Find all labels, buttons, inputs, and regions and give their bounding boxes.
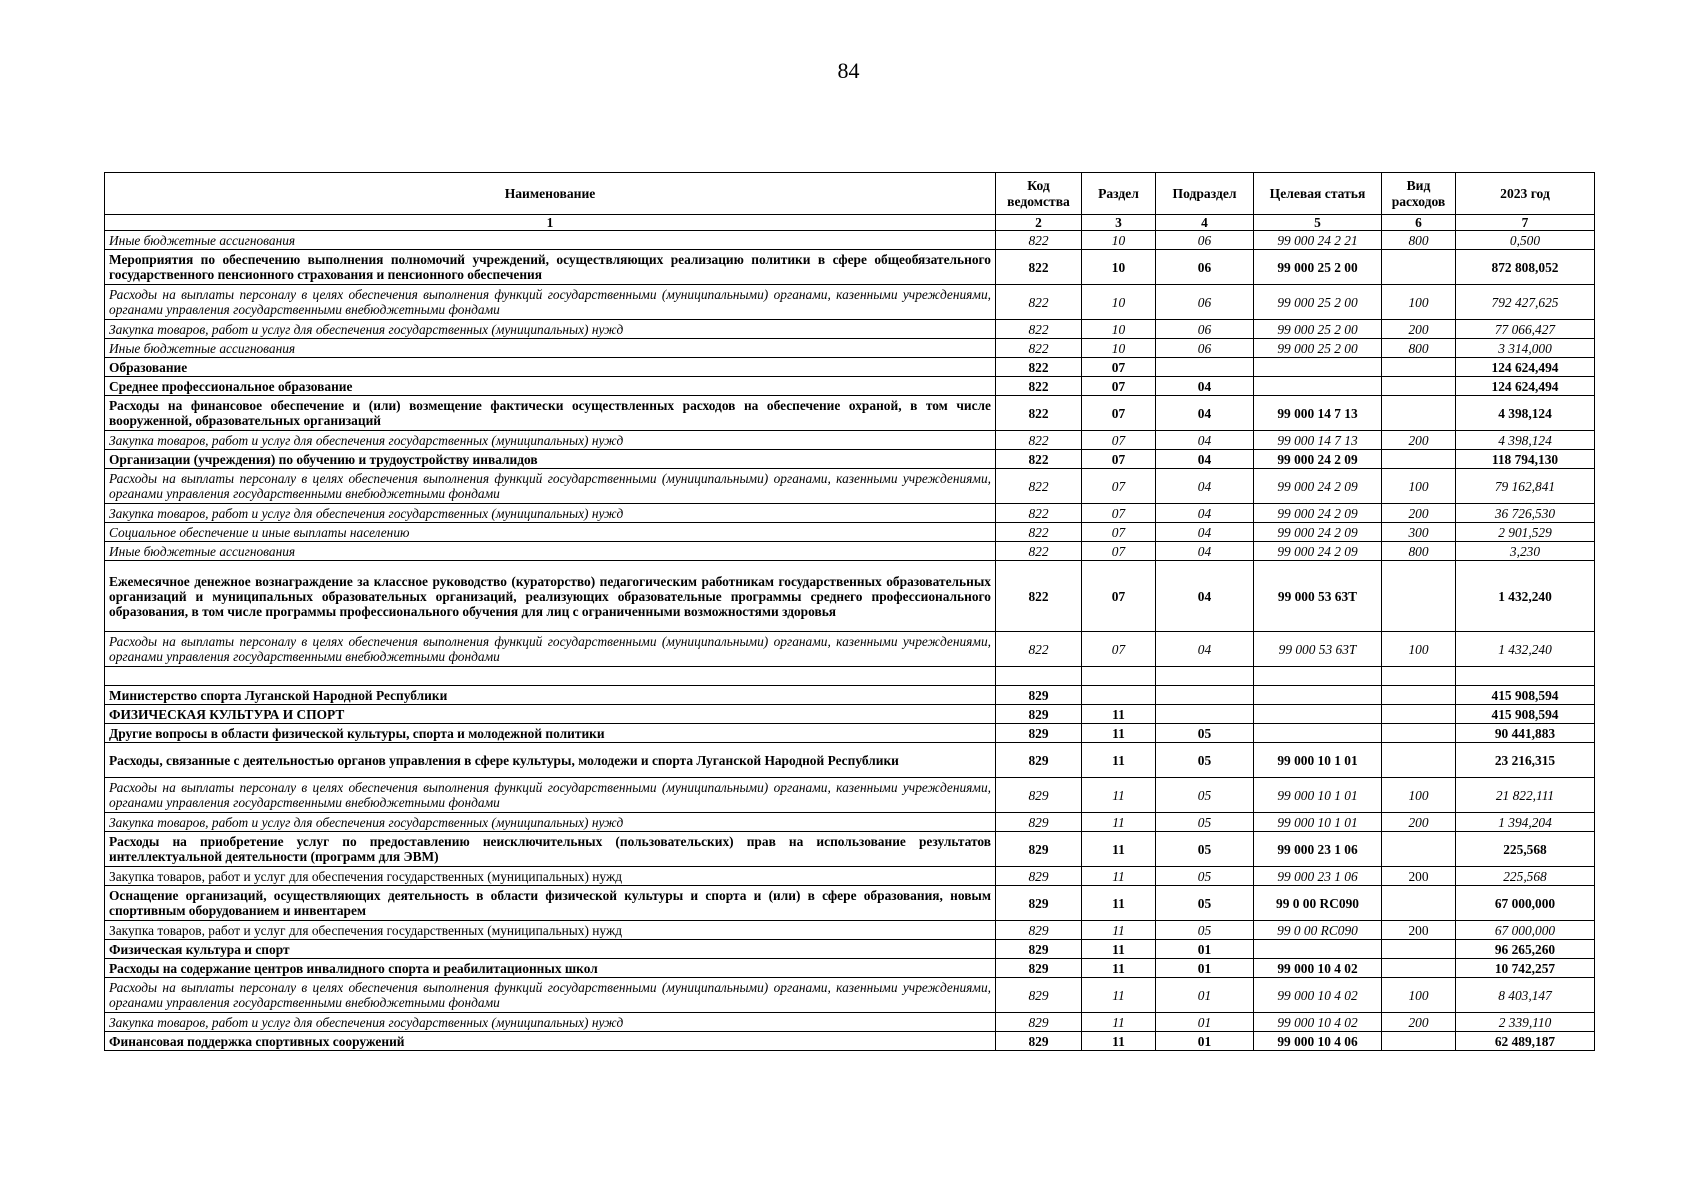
row-section: 10: [1082, 285, 1156, 320]
row-code: 822: [996, 250, 1082, 285]
row-section: 11: [1082, 743, 1156, 778]
row-code: 829: [996, 743, 1082, 778]
row-section: 11: [1082, 724, 1156, 743]
row-code: 822: [996, 504, 1082, 523]
row-name: ФИЗИЧЕСКАЯ КУЛЬТУРА И СПОРТ: [105, 705, 996, 724]
table-row: [105, 431, 1595, 450]
table-row: [105, 523, 1595, 542]
row-section: [1082, 686, 1156, 705]
row-name: Расходы на выплаты персоналу в целях обеспечения выполнения функций государственными (муниципальными) органами, казенными учреждениями, органами управления государственными внебюджетными фондами: [105, 632, 996, 667]
row-target: 99 000 25 2 00: [1254, 339, 1382, 358]
row-subsection: 04: [1156, 632, 1254, 667]
row-section: 07: [1082, 450, 1156, 469]
row-section: 07: [1082, 561, 1156, 632]
row-section: 07: [1082, 377, 1156, 396]
row-kind: 100: [1382, 285, 1456, 320]
row-amount: 124 624,494: [1456, 358, 1595, 377]
row-kind: [1382, 686, 1456, 705]
row-name: Закупка товаров, работ и услуг для обеспечения государственных (муниципальных) нужд: [105, 431, 996, 450]
column-index: 3: [1082, 215, 1156, 231]
row-code: 822: [996, 285, 1082, 320]
row-amount: 62 489,187: [1456, 1032, 1595, 1051]
table-row: [105, 396, 1595, 431]
row-kind: [1382, 1032, 1456, 1051]
row-target: 99 000 24 2 09: [1254, 523, 1382, 542]
table-row: [105, 450, 1595, 469]
row-kind: [1382, 561, 1456, 632]
row-code: [996, 667, 1082, 686]
row-amount: 90 441,883: [1456, 724, 1595, 743]
row-target: [1254, 667, 1382, 686]
row-subsection: 04: [1156, 450, 1254, 469]
row-target: [1254, 686, 1382, 705]
row-code: 822: [996, 377, 1082, 396]
row-subsection: 01: [1156, 1013, 1254, 1032]
row-name: Социальное обеспечение и иные выплаты населению: [105, 523, 996, 542]
row-name: Образование: [105, 358, 996, 377]
row-name: Физическая культура и спорт: [105, 940, 996, 959]
row-target: 99 000 24 2 21: [1254, 231, 1382, 250]
table-row: [105, 469, 1595, 504]
row-amount: 96 265,260: [1456, 940, 1595, 959]
row-amount: 36 726,530: [1456, 504, 1595, 523]
row-target: 99 000 25 2 00: [1254, 320, 1382, 339]
table-row: [105, 320, 1595, 339]
row-code: 829: [996, 778, 1082, 813]
header-kind: Вид расходов: [1382, 173, 1456, 215]
row-kind: 200: [1382, 1013, 1456, 1032]
header-name: Наименование: [105, 173, 996, 215]
row-kind: 200: [1382, 867, 1456, 886]
row-subsection: 06: [1156, 231, 1254, 250]
row-name: Закупка товаров, работ и услуг для обеспечения государственных (муниципальных) нужд: [105, 1013, 996, 1032]
row-target: 99 000 10 1 01: [1254, 743, 1382, 778]
row-kind: [1382, 886, 1456, 921]
row-section: 07: [1082, 542, 1156, 561]
row-amount: 2 339,110: [1456, 1013, 1595, 1032]
row-section: 07: [1082, 358, 1156, 377]
row-name: Закупка товаров, работ и услуг для обеспечения государственных (муниципальных) нужд: [105, 813, 996, 832]
row-kind: 100: [1382, 978, 1456, 1013]
table-row: [105, 339, 1595, 358]
row-code: 829: [996, 867, 1082, 886]
row-target: 99 000 14 7 13: [1254, 431, 1382, 450]
row-target: 99 000 10 4 06: [1254, 1032, 1382, 1051]
row-target: 99 000 25 2 00: [1254, 285, 1382, 320]
row-amount: 4 398,124: [1456, 396, 1595, 431]
row-code: 829: [996, 1032, 1082, 1051]
row-code: 829: [996, 686, 1082, 705]
row-subsection: 06: [1156, 250, 1254, 285]
row-code: 829: [996, 959, 1082, 978]
row-kind: [1382, 743, 1456, 778]
row-code: 829: [996, 886, 1082, 921]
row-subsection: 05: [1156, 867, 1254, 886]
row-name: Закупка товаров, работ и услуг для обеспечения государственных (муниципальных) нужд: [105, 921, 996, 940]
table-row: [105, 724, 1595, 743]
row-name: Организации (учреждения) по обучению и трудоустройству инвалидов: [105, 450, 996, 469]
row-amount: 67 000,000: [1456, 921, 1595, 940]
row-code: 822: [996, 561, 1082, 632]
table-row: [105, 705, 1595, 724]
row-amount: 23 216,315: [1456, 743, 1595, 778]
row-amount: 77 066,427: [1456, 320, 1595, 339]
row-target: 99 000 24 2 09: [1254, 450, 1382, 469]
header-section: Раздел: [1082, 173, 1156, 215]
row-name: Среднее профессиональное образование: [105, 377, 996, 396]
row-subsection: 04: [1156, 523, 1254, 542]
row-section: 11: [1082, 1032, 1156, 1051]
column-index: 4: [1156, 215, 1254, 231]
row-kind: 800: [1382, 231, 1456, 250]
row-name: Министерство спорта Луганской Народной Республики: [105, 686, 996, 705]
row-amount: 415 908,594: [1456, 686, 1595, 705]
row-name: [105, 667, 996, 686]
row-amount: 415 908,594: [1456, 705, 1595, 724]
row-amount: [1456, 667, 1595, 686]
column-index: 1: [105, 215, 996, 231]
row-target: 99 000 23 1 06: [1254, 867, 1382, 886]
row-section: 11: [1082, 959, 1156, 978]
table-row: [105, 250, 1595, 285]
table-row: [105, 778, 1595, 813]
row-target: 99 000 10 4 02: [1254, 959, 1382, 978]
row-section: 07: [1082, 396, 1156, 431]
row-section: 11: [1082, 832, 1156, 867]
row-section: 11: [1082, 778, 1156, 813]
row-name: Финансовая поддержка спортивных сооружений: [105, 1032, 996, 1051]
table-row: [105, 632, 1595, 667]
table-row: [105, 686, 1595, 705]
row-amount: 1 432,240: [1456, 632, 1595, 667]
row-subsection: 05: [1156, 832, 1254, 867]
row-target: 99 000 24 2 09: [1254, 542, 1382, 561]
row-subsection: 05: [1156, 724, 1254, 743]
row-name: Другие вопросы в области физической культуры, спорта и молодежной политики: [105, 724, 996, 743]
row-amount: 21 822,111: [1456, 778, 1595, 813]
row-section: 10: [1082, 320, 1156, 339]
row-subsection: 04: [1156, 377, 1254, 396]
table-row: [105, 561, 1595, 632]
row-kind: 100: [1382, 469, 1456, 504]
row-target: 99 000 10 1 01: [1254, 813, 1382, 832]
row-amount: 3 314,000: [1456, 339, 1595, 358]
row-kind: 100: [1382, 778, 1456, 813]
row-code: 822: [996, 431, 1082, 450]
row-target: 99 000 10 4 02: [1254, 1013, 1382, 1032]
row-subsection: 05: [1156, 886, 1254, 921]
row-name: Расходы на выплаты персоналу в целях обеспечения выполнения функций государственными (муниципальными) органами, казенными учреждениями, органами управления государственными внебюджетными фондами: [105, 778, 996, 813]
row-section: 11: [1082, 705, 1156, 724]
row-kind: 200: [1382, 813, 1456, 832]
row-kind: 300: [1382, 523, 1456, 542]
row-amount: 8 403,147: [1456, 978, 1595, 1013]
row-code: 822: [996, 358, 1082, 377]
row-code: 829: [996, 940, 1082, 959]
row-name: Иные бюджетные ассигнования: [105, 339, 996, 358]
row-subsection: 04: [1156, 469, 1254, 504]
row-amount: 2 901,529: [1456, 523, 1595, 542]
row-section: 10: [1082, 250, 1156, 285]
row-subsection: 05: [1156, 778, 1254, 813]
row-subsection: 01: [1156, 940, 1254, 959]
row-kind: [1382, 940, 1456, 959]
row-subsection: [1156, 358, 1254, 377]
row-amount: 10 742,257: [1456, 959, 1595, 978]
page-number: 84: [837, 58, 860, 83]
row-code: 822: [996, 542, 1082, 561]
row-amount: 124 624,494: [1456, 377, 1595, 396]
row-section: 07: [1082, 632, 1156, 667]
row-section: 10: [1082, 339, 1156, 358]
table-row: [105, 978, 1595, 1013]
row-code: 829: [996, 832, 1082, 867]
header-row: [105, 173, 1595, 215]
table-row: [105, 1032, 1595, 1051]
row-target: 99 000 53 63Т: [1254, 561, 1382, 632]
row-amount: 0,500: [1456, 231, 1595, 250]
row-name: Расходы на выплаты персоналу в целях обеспечения выполнения функций государственными (муниципальными) органами, казенными учреждениями, органами управления государственными внебюджетными фондами: [105, 469, 996, 504]
row-kind: 100: [1382, 632, 1456, 667]
row-amount: 872 808,052: [1456, 250, 1595, 285]
row-target: [1254, 377, 1382, 396]
row-subsection: 01: [1156, 1032, 1254, 1051]
row-target: [1254, 724, 1382, 743]
row-section: 11: [1082, 867, 1156, 886]
row-name: Закупка товаров, работ и услуг для обеспечения государственных (муниципальных) нужд: [105, 320, 996, 339]
row-kind: [1382, 724, 1456, 743]
row-code: 822: [996, 523, 1082, 542]
row-target: [1254, 940, 1382, 959]
row-amount: 225,568: [1456, 832, 1595, 867]
table-row: [105, 504, 1595, 523]
row-subsection: 01: [1156, 978, 1254, 1013]
row-code: 829: [996, 978, 1082, 1013]
row-subsection: [1156, 686, 1254, 705]
row-kind: [1382, 377, 1456, 396]
budget-table: [104, 172, 1595, 1051]
row-section: 11: [1082, 813, 1156, 832]
row-section: 11: [1082, 978, 1156, 1013]
row-subsection: 05: [1156, 813, 1254, 832]
row-kind: 800: [1382, 339, 1456, 358]
row-code: 822: [996, 339, 1082, 358]
row-subsection: 04: [1156, 561, 1254, 632]
row-target: [1254, 705, 1382, 724]
row-target: 99 000 53 63Т: [1254, 632, 1382, 667]
table-row: [105, 358, 1595, 377]
row-kind: [1382, 667, 1456, 686]
row-kind: 200: [1382, 921, 1456, 940]
row-code: 822: [996, 231, 1082, 250]
row-kind: [1382, 450, 1456, 469]
column-index: 6: [1382, 215, 1456, 231]
table-row: [105, 886, 1595, 921]
table-row: [105, 285, 1595, 320]
row-section: 11: [1082, 921, 1156, 940]
table-row: [105, 743, 1595, 778]
row-section: 07: [1082, 469, 1156, 504]
row-target: 99 000 14 7 13: [1254, 396, 1382, 431]
row-name: Расходы, связанные с деятельностью органов управления в сфере культуры, молодежи и спорта Луганской Народной Республики: [105, 743, 996, 778]
row-target: 99 0 00 RC090: [1254, 921, 1382, 940]
table-row: [105, 959, 1595, 978]
table-row: [105, 231, 1595, 250]
row-name: Расходы на содержание центров инвалидного спорта и реабилитационных школ: [105, 959, 996, 978]
row-amount: 3,230: [1456, 542, 1595, 561]
column-index: 2: [996, 215, 1082, 231]
row-name: Закупка товаров, работ и услуг для обеспечения государственных (муниципальных) нужд: [105, 504, 996, 523]
row-target: [1254, 358, 1382, 377]
row-subsection: 05: [1156, 743, 1254, 778]
row-kind: [1382, 705, 1456, 724]
row-amount: 225,568: [1456, 867, 1595, 886]
header-target: Целевая статья: [1254, 173, 1382, 215]
table-row: [105, 921, 1595, 940]
row-kind: [1382, 396, 1456, 431]
table-row: [105, 1013, 1595, 1032]
row-target: 99 0 00 RC090: [1254, 886, 1382, 921]
row-subsection: 06: [1156, 285, 1254, 320]
row-subsection: 06: [1156, 320, 1254, 339]
row-section: 11: [1082, 940, 1156, 959]
table-row: [105, 832, 1595, 867]
row-kind: [1382, 358, 1456, 377]
column-index-row: [105, 215, 1595, 231]
row-subsection: 04: [1156, 542, 1254, 561]
row-code: 822: [996, 469, 1082, 504]
row-code: 829: [996, 813, 1082, 832]
table-row: [105, 377, 1595, 396]
row-section: 07: [1082, 431, 1156, 450]
row-target: 99 000 24 2 09: [1254, 469, 1382, 504]
table-row: [105, 867, 1595, 886]
row-kind: [1382, 959, 1456, 978]
row-amount: 118 794,130: [1456, 450, 1595, 469]
table-row: [105, 813, 1595, 832]
row-code: 822: [996, 320, 1082, 339]
row-amount: 792 427,625: [1456, 285, 1595, 320]
row-section: 11: [1082, 886, 1156, 921]
row-section: 07: [1082, 523, 1156, 542]
row-kind: 200: [1382, 431, 1456, 450]
row-subsection: 04: [1156, 431, 1254, 450]
row-subsection: 05: [1156, 921, 1254, 940]
row-name: Иные бюджетные ассигнования: [105, 231, 996, 250]
row-kind: [1382, 832, 1456, 867]
row-subsection: [1156, 667, 1254, 686]
row-amount: 67 000,000: [1456, 886, 1595, 921]
row-amount: 1 394,204: [1456, 813, 1595, 832]
table-row: [105, 940, 1595, 959]
row-target: 99 000 10 4 02: [1254, 978, 1382, 1013]
header-amount: 2023 год: [1456, 173, 1595, 215]
header-code: Код ведомства: [996, 173, 1082, 215]
row-subsection: 06: [1156, 339, 1254, 358]
row-name: Расходы на приобретение услуг по предоставлению неисключительных (пользовательских) прав на использование результатов интеллектуальной деятельности (программ для ЭВМ): [105, 832, 996, 867]
row-subsection: 01: [1156, 959, 1254, 978]
row-name: Расходы на выплаты персоналу в целях обеспечения выполнения функций государственными (муниципальными) органами, казенными учреждениями, органами управления государственными внебюджетными фондами: [105, 285, 996, 320]
row-name: Мероприятия по обеспечению выполнения полномочий учреждений, осуществляющих реализацию политики в сфере общеобязательного государственного пенсионного страхования и пенсионного обеспечения: [105, 250, 996, 285]
row-subsection: [1156, 705, 1254, 724]
row-name: Расходы на выплаты персоналу в целях обеспечения выполнения функций государственными (муниципальными) органами, казенными учреждениями, органами управления государственными внебюджетными фондами: [105, 978, 996, 1013]
row-target: 99 000 10 1 01: [1254, 778, 1382, 813]
row-code: 829: [996, 921, 1082, 940]
row-kind: 200: [1382, 320, 1456, 339]
row-section: [1082, 667, 1156, 686]
row-code: 829: [996, 1013, 1082, 1032]
row-code: 829: [996, 724, 1082, 743]
row-code: 829: [996, 705, 1082, 724]
row-code: 822: [996, 450, 1082, 469]
blank-row: [105, 667, 1595, 686]
row-code: 822: [996, 396, 1082, 431]
row-amount: 1 432,240: [1456, 561, 1595, 632]
header-subsection: Подраздел: [1156, 173, 1254, 215]
row-name: Оснащение организаций, осуществляющих деятельность в области физической культуры и спорта и (или) в сфере образования, новым спортивным оборудованием и инвентарем: [105, 886, 996, 921]
row-kind: 200: [1382, 504, 1456, 523]
row-subsection: 04: [1156, 504, 1254, 523]
row-name: Расходы на финансовое обеспечение и (или) возмещение фактически осуществленных расходов на обеспечение охраной, в том числе вооруженной, образовательных организаций: [105, 396, 996, 431]
table-row: [105, 542, 1595, 561]
row-target: 99 000 24 2 09: [1254, 504, 1382, 523]
row-name: Закупка товаров, работ и услуг для обеспечения государственных (муниципальных) нужд: [105, 867, 996, 886]
row-section: 11: [1082, 1013, 1156, 1032]
column-index: 7: [1456, 215, 1595, 231]
row-target: 99 000 25 2 00: [1254, 250, 1382, 285]
row-subsection: 04: [1156, 396, 1254, 431]
row-code: 822: [996, 632, 1082, 667]
row-section: 07: [1082, 504, 1156, 523]
column-index: 5: [1254, 215, 1382, 231]
row-kind: [1382, 250, 1456, 285]
row-amount: 79 162,841: [1456, 469, 1595, 504]
row-kind: 800: [1382, 542, 1456, 561]
row-name: Ежемесячное денежное вознаграждение за классное руководство (кураторство) педагогическим работникам государственных образовательных организаций и муниципальных образовательных организаций, реализующих образовательные программы среднего профессионального образования, в том числе программы профессионального обучения для лиц с ограниченными возможностями здоровья: [105, 561, 996, 632]
row-amount: 4 398,124: [1456, 431, 1595, 450]
row-section: 10: [1082, 231, 1156, 250]
row-name: Иные бюджетные ассигнования: [105, 542, 996, 561]
row-target: 99 000 23 1 06: [1254, 832, 1382, 867]
